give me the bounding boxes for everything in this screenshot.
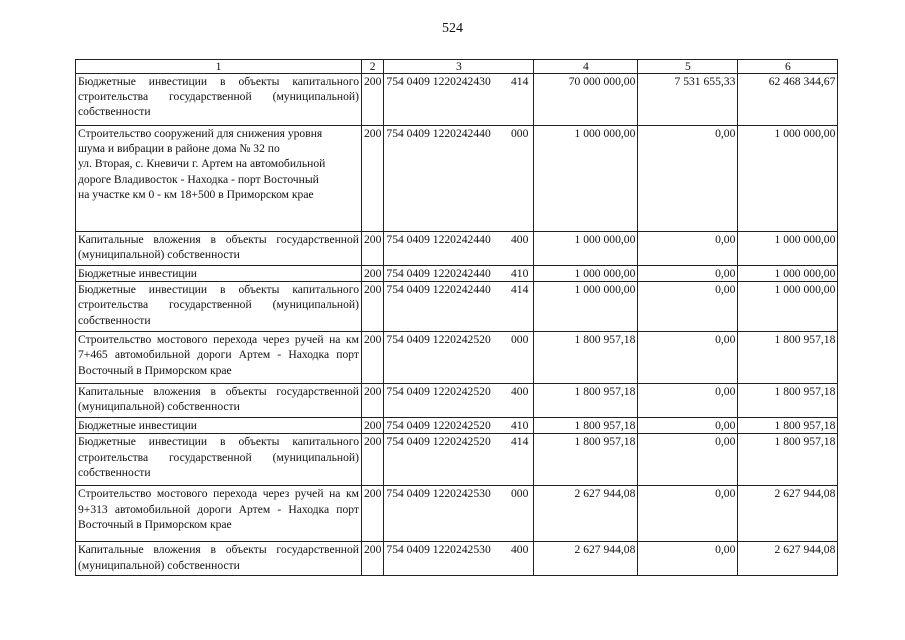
row-section: 200 xyxy=(362,126,384,232)
table-row xyxy=(76,384,838,418)
row-code-main: 754 0409 1220242440 xyxy=(386,267,491,280)
row-code-main: 754 0409 1220242430 xyxy=(386,75,491,88)
row-name-line: шума и вибрации в районе дома № 32 по xyxy=(78,142,280,156)
row-code xyxy=(384,486,534,542)
row-value-4: 2 627 944,08 xyxy=(534,486,638,542)
row-section: 200 xyxy=(362,74,384,126)
row-value-6: 1 000 000,00 xyxy=(738,126,838,232)
row-code-main: 754 0409 1220242440 xyxy=(386,127,491,140)
header-col-2: 2 xyxy=(362,60,384,74)
budget-table xyxy=(75,59,838,576)
row-value-5: 0,00 xyxy=(638,282,738,332)
table-row xyxy=(76,266,838,282)
table-row xyxy=(76,232,838,266)
header-col-3: 3 xyxy=(384,60,534,74)
table-header-row xyxy=(76,60,838,74)
row-value-4: 1 000 000,00 xyxy=(534,126,638,232)
row-name: Капитальные вложения в объекты государственной (муниципальной) собственности xyxy=(76,232,362,266)
row-section: 200 xyxy=(362,486,384,542)
header-col-5: 5 xyxy=(638,60,738,74)
table-row xyxy=(76,542,838,576)
row-section: 200 xyxy=(362,434,384,486)
row-value-4: 1 000 000,00 xyxy=(534,282,638,332)
header-col-1: 1 xyxy=(76,60,362,74)
row-value-6: 1 800 957,18 xyxy=(738,384,838,418)
row-name: Бюджетные инвестиции xyxy=(76,266,362,282)
row-value-5: 0,00 xyxy=(638,332,738,384)
row-code-kind: 000 xyxy=(511,333,529,347)
row-code-kind: 414 xyxy=(511,283,529,297)
row-name-line: дороге Владивосток - Находка - порт Восточный xyxy=(78,172,319,186)
row-code-main: 754 0409 1220242520 xyxy=(386,333,491,347)
row-value-5: 0,00 xyxy=(638,542,738,576)
row-value-5: 0,00 xyxy=(638,266,738,282)
row-name: Бюджетные инвестиции в объекты капитального строительства государственной (муниципальной) собственности xyxy=(76,434,362,486)
row-name xyxy=(76,126,362,232)
row-code xyxy=(384,126,534,232)
row-code-kind: 000 xyxy=(511,127,529,140)
row-name: Бюджетные инвестиции xyxy=(76,418,362,434)
row-code-main: 754 0409 1220242520 xyxy=(386,419,491,433)
row-code xyxy=(384,418,534,434)
row-section: 200 xyxy=(362,542,384,576)
row-code-kind: 410 xyxy=(511,419,529,433)
row-value-6: 2 627 944,08 xyxy=(738,486,838,542)
table-row xyxy=(76,282,838,332)
row-code-kind: 410 xyxy=(511,267,529,280)
row-value-5: 0,00 xyxy=(638,418,738,434)
row-value-4: 1 800 957,18 xyxy=(534,418,638,434)
row-section: 200 xyxy=(362,418,384,434)
row-value-4: 1 000 000,00 xyxy=(534,266,638,282)
row-code-kind: 414 xyxy=(511,75,529,88)
row-value-4: 1 800 957,18 xyxy=(534,434,638,486)
row-value-4: 70 000 000,00 xyxy=(534,74,638,126)
row-value-6: 1 000 000,00 xyxy=(738,282,838,332)
row-value-6: 1 800 957,18 xyxy=(738,434,838,486)
table-row xyxy=(76,418,838,434)
row-name: Капитальные вложения в объекты государственной (муниципальной) собственности xyxy=(76,384,362,418)
row-name: Строительство мостового перехода через ручей на км 9+313 автомобильной дороги Артем - Находка порт Восточный в Приморском крае xyxy=(76,486,362,542)
row-name-line: ул. Вторая, с. Кневичи г. Артем на автомобильной xyxy=(78,157,326,171)
row-value-5: 7 531 655,33 xyxy=(638,74,738,126)
header-col-4: 4 xyxy=(534,60,638,74)
table-row xyxy=(76,434,838,486)
page-number: 524 xyxy=(442,21,463,36)
row-value-5: 0,00 xyxy=(638,232,738,266)
row-code-main: 754 0409 1220242530 xyxy=(386,487,491,501)
row-value-4: 2 627 944,08 xyxy=(534,542,638,576)
table-row xyxy=(76,126,838,232)
row-code-main: 754 0409 1220242440 xyxy=(386,283,491,297)
row-value-6: 62 468 344,67 xyxy=(738,74,838,126)
table-row xyxy=(76,74,838,126)
row-code-main: 754 0409 1220242530 xyxy=(386,543,491,557)
row-code-main: 754 0409 1220242520 xyxy=(386,435,491,449)
row-section: 200 xyxy=(362,266,384,282)
row-value-5: 0,00 xyxy=(638,434,738,486)
row-code xyxy=(384,266,534,282)
row-name: Бюджетные инвестиции в объекты капитального строительства государственной (муниципальной) собственности xyxy=(76,282,362,332)
row-name-line: на участке км 0 - км 18+500 в Приморском крае xyxy=(78,187,314,201)
row-code-kind: 000 xyxy=(511,487,529,501)
row-code xyxy=(384,282,534,332)
row-code-main: 754 0409 1220242440 xyxy=(386,233,491,246)
row-code xyxy=(384,232,534,266)
row-value-4: 1 800 957,18 xyxy=(534,332,638,384)
row-name: Строительство мостового перехода через ручей на км 7+465 автомобильной дороги Артем - Находка порт Восточный в Приморском крае xyxy=(76,332,362,384)
row-code-kind: 400 xyxy=(511,233,529,246)
header-col-6: 6 xyxy=(738,60,838,74)
row-value-6: 1 000 000,00 xyxy=(738,232,838,266)
row-name: Капитальные вложения в объекты государственной (муниципальной) собственности xyxy=(76,542,362,576)
row-value-6: 2 627 944,08 xyxy=(738,542,838,576)
row-code xyxy=(384,434,534,486)
row-code-kind: 400 xyxy=(511,543,529,557)
row-value-4: 1 000 000,00 xyxy=(534,232,638,266)
row-code xyxy=(384,384,534,418)
row-name: Бюджетные инвестиции в объекты капитального строительства государственной (муниципальной) собственности xyxy=(76,74,362,126)
row-value-5: 0,00 xyxy=(638,384,738,418)
row-section: 200 xyxy=(362,384,384,418)
row-code xyxy=(384,74,534,126)
row-code xyxy=(384,542,534,576)
row-value-6: 1 800 957,18 xyxy=(738,332,838,384)
row-code xyxy=(384,332,534,384)
row-code-kind: 400 xyxy=(511,385,529,399)
row-section: 200 xyxy=(362,332,384,384)
row-code-kind: 414 xyxy=(511,435,529,449)
row-value-6: 1 000 000,00 xyxy=(738,266,838,282)
row-value-5: 0,00 xyxy=(638,486,738,542)
row-section: 200 xyxy=(362,232,384,266)
row-value-4: 1 800 957,18 xyxy=(534,384,638,418)
row-value-6: 1 800 957,18 xyxy=(738,418,838,434)
row-name-line: Строительство сооружений для снижения уровня xyxy=(78,127,323,140)
row-section: 200 xyxy=(362,282,384,332)
row-value-5: 0,00 xyxy=(638,126,738,232)
row-code-main: 754 0409 1220242520 xyxy=(386,385,491,399)
table-row xyxy=(76,332,838,384)
table-row xyxy=(76,486,838,542)
